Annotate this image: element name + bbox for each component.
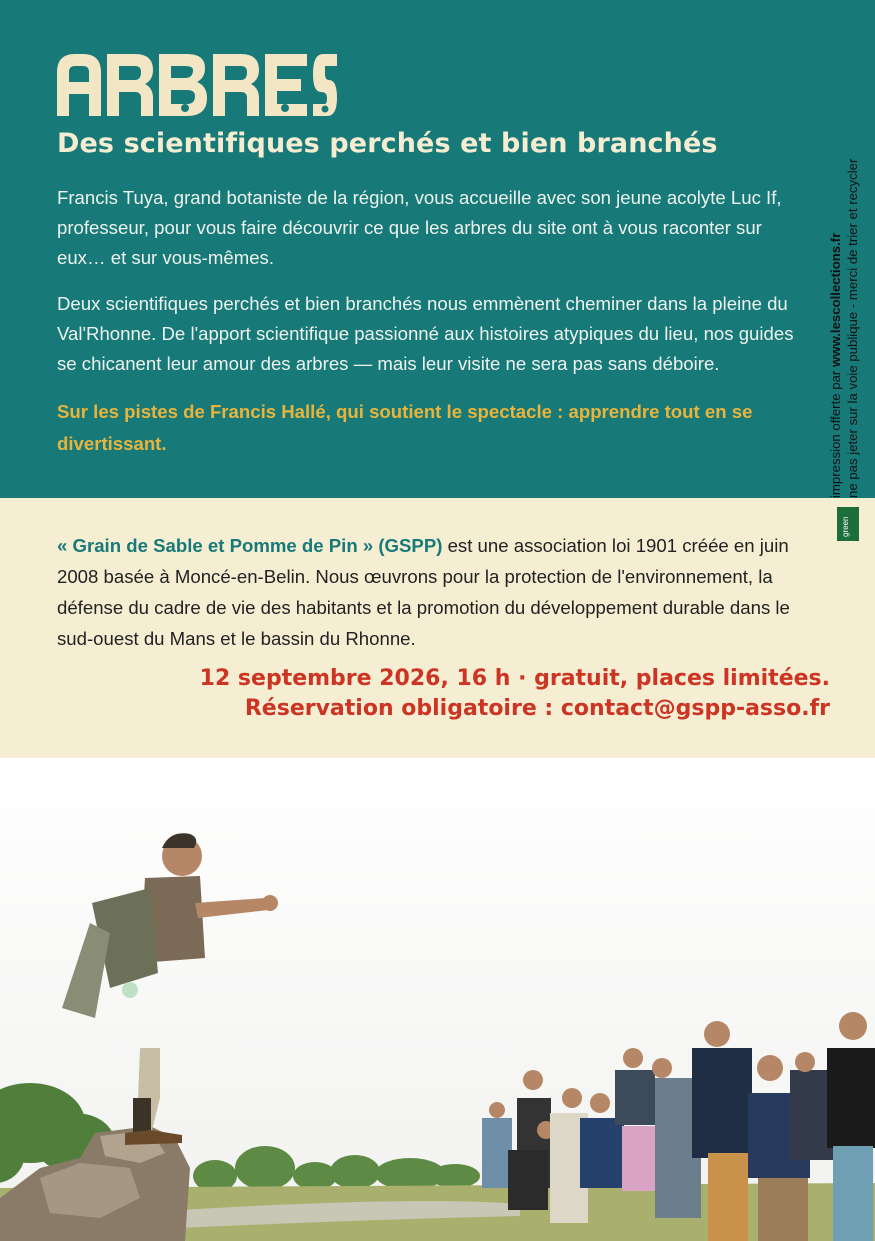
arbres-logo [57, 50, 337, 116]
association-name: « Grain de Sable et Pomme de Pin » (GSPP) [57, 535, 443, 556]
event-photo [0, 758, 875, 1241]
event-info [200, 664, 830, 724]
header-section [0, 0, 875, 498]
recycle-notice: ne pas jeter sur la voie publique - merci de trier et recycler [845, 158, 860, 498]
event-reservation: Réservation obligatoire : contact@gspp-asso.fr [244, 696, 830, 721]
green-label-icon: green [837, 507, 859, 541]
intro-paragraph-2: Deux scientifiques perchés et bien branchés nous emmènent cheminer dans la pleine du Val'Rhonne. De l'apport scientifique passionné aux histoires atypiques du lieu, nos guides se chicanent leur amour des arbres — mais leur visite ne sera pas sans déboire. [57, 293, 794, 374]
intro-highlight: Sur les pistes de Francis Hallé, qui soutient le spectacle : apprendre tout en se divertissant. [57, 401, 753, 454]
association-description [57, 530, 817, 654]
print-credit-site: www.lescollections.fr [828, 232, 843, 368]
print-notice [827, 118, 861, 498]
association-text: est une association loi 1901 créée en juin 2008 basée à Moncé-en-Belin. Nous œuvrons pour la protection de l'environnement, la défense du cadre de vie des habitants et la promotion du développement durable dans le sud-ouest du Mans et le bassin du Rhonne. [57, 535, 790, 649]
print-credit: impression offerte par www.lescollections.fr [828, 232, 843, 498]
page-subtitle: Des scientifiques perchés et bien branchés [57, 128, 718, 159]
intro-paragraph-1: Francis Tuya, grand botaniste de la région, vous accueille avec son jeune acolyte Luc If, professeur, pour vous faire découvrir ce que les arbres du site ont à vous raconter sur eux… et sur vous-mêmes. [57, 187, 782, 268]
event-date: 12 septembre 2026, 16 h · gratuit, places limitées. [199, 666, 830, 691]
